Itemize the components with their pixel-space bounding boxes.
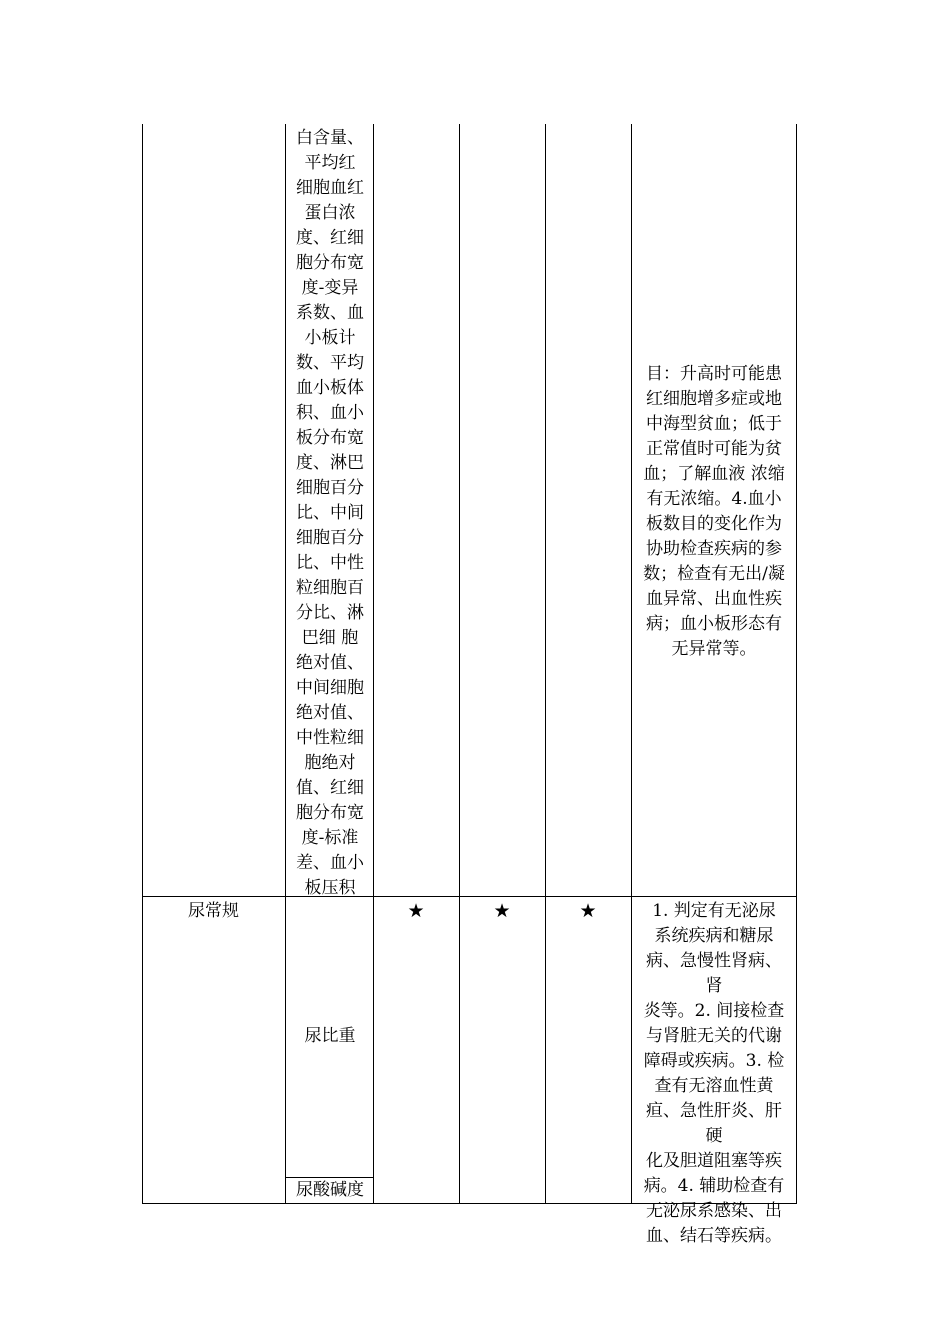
text-line: 细胞百分 xyxy=(296,528,364,548)
text-line: 障碍或疾病。3. 检 xyxy=(643,1051,785,1071)
text-line: 无异常等。 xyxy=(671,639,757,659)
text-line: 平均红 xyxy=(304,153,356,173)
text-line: 分比、淋 xyxy=(296,603,364,623)
text-line: 目：升高时可能患 xyxy=(646,364,782,384)
text-line: 病。4. 辅助检查有 xyxy=(643,1176,785,1196)
column-divider xyxy=(545,124,546,1204)
text-line: 粒细胞百 xyxy=(296,578,364,598)
text-line: 数；检查有无出/凝 xyxy=(643,564,785,584)
text-line: 血；了解血液 浓缩 xyxy=(643,464,785,484)
text-line: 有无浓缩。4.血小 xyxy=(646,489,782,509)
text-line: 板压积 xyxy=(304,878,356,898)
text-line: 红细胞增多症或地 xyxy=(646,389,782,409)
text-line: 病；血小板形态有 xyxy=(646,614,782,634)
text-line: 绝对值、 xyxy=(296,653,364,673)
text-line: 细胞百分 xyxy=(296,478,364,498)
text-line: 血、结石等疾病。 xyxy=(646,1226,782,1246)
text-line: 值、红细 xyxy=(296,778,364,798)
text-line: 胞分布宽 xyxy=(296,253,364,273)
text-line: 中间细胞 xyxy=(296,678,364,698)
column-divider xyxy=(631,124,632,1204)
text-line: 度-标准 xyxy=(301,828,359,848)
text-line: 化及胆道阻塞等疾 xyxy=(646,1151,782,1171)
row1-significance-cell xyxy=(638,362,790,662)
text-line: 度、红细 xyxy=(296,228,364,248)
row2-item-urine-ph: 尿酸碱度 xyxy=(296,1180,364,1200)
row-divider xyxy=(142,896,797,897)
text-line: 查有无溶血性黄 xyxy=(654,1076,774,1096)
text-line: 积、血小 xyxy=(296,403,364,423)
text-line: 白含量、 xyxy=(296,128,364,148)
text-line: 细胞血红 xyxy=(296,178,364,198)
text-line: 正常值时可能为贫 xyxy=(646,439,782,459)
text-line: 板分布宽 xyxy=(296,428,364,448)
text-line: 巴细 胞 xyxy=(301,628,359,648)
row2-significance-cell xyxy=(638,899,790,1249)
column-divider xyxy=(373,124,374,1204)
star-mark: ★ xyxy=(579,900,597,922)
text-line: 绝对值、 xyxy=(296,703,364,723)
table-border-left xyxy=(142,124,143,1204)
row2-category-cell: 尿常规 xyxy=(188,901,239,921)
text-line: 度、淋巴 xyxy=(296,453,364,473)
text-line: 血小板体 xyxy=(296,378,364,398)
text-line: 1. 判定有无泌尿 xyxy=(652,901,776,921)
text-line: 系数、血 xyxy=(296,303,364,323)
text-line: 系统疾病和糖尿 xyxy=(654,926,774,946)
text-line: 中性粒细 xyxy=(296,728,364,748)
text-line: 比、中性 xyxy=(296,553,364,573)
text-line: 蛋白浓 xyxy=(304,203,356,223)
text-line: 数、平均 xyxy=(296,353,364,373)
text-line: 比、中间 xyxy=(296,503,364,523)
text-line: 板数目的变化作为 xyxy=(646,514,782,534)
text-line: 炎等。2. 间接检查 xyxy=(643,1001,785,1021)
column-divider xyxy=(459,124,460,1204)
star-mark: ★ xyxy=(493,900,511,922)
text-line: 协助检查疾病的参 xyxy=(646,539,782,559)
row1-items-cell xyxy=(290,126,370,901)
text-line: 疸、急性肝炎、肝硬 xyxy=(646,1101,782,1146)
text-line: 胞绝对 xyxy=(304,753,356,773)
star-mark: ★ xyxy=(407,900,425,922)
text-line: 与肾脏无关的代谢 xyxy=(646,1026,782,1046)
column-divider xyxy=(285,124,286,1204)
text-line: 度-变异 xyxy=(301,278,359,298)
text-line: 病、急慢性肾病、肾 xyxy=(646,951,782,996)
table-border-right xyxy=(796,124,797,1204)
text-line: 胞分布宽 xyxy=(296,803,364,823)
row2-item-urine-specific-gravity: 尿比重 xyxy=(304,1026,356,1046)
text-line: 中海型贫血；低于 xyxy=(646,414,782,434)
text-line: 血异常、出血性疾 xyxy=(646,589,782,609)
text-line: 小板计 xyxy=(304,328,356,348)
text-line: 无泌尿系感染、出 xyxy=(646,1201,782,1221)
text-line: 差、血小 xyxy=(296,853,364,873)
